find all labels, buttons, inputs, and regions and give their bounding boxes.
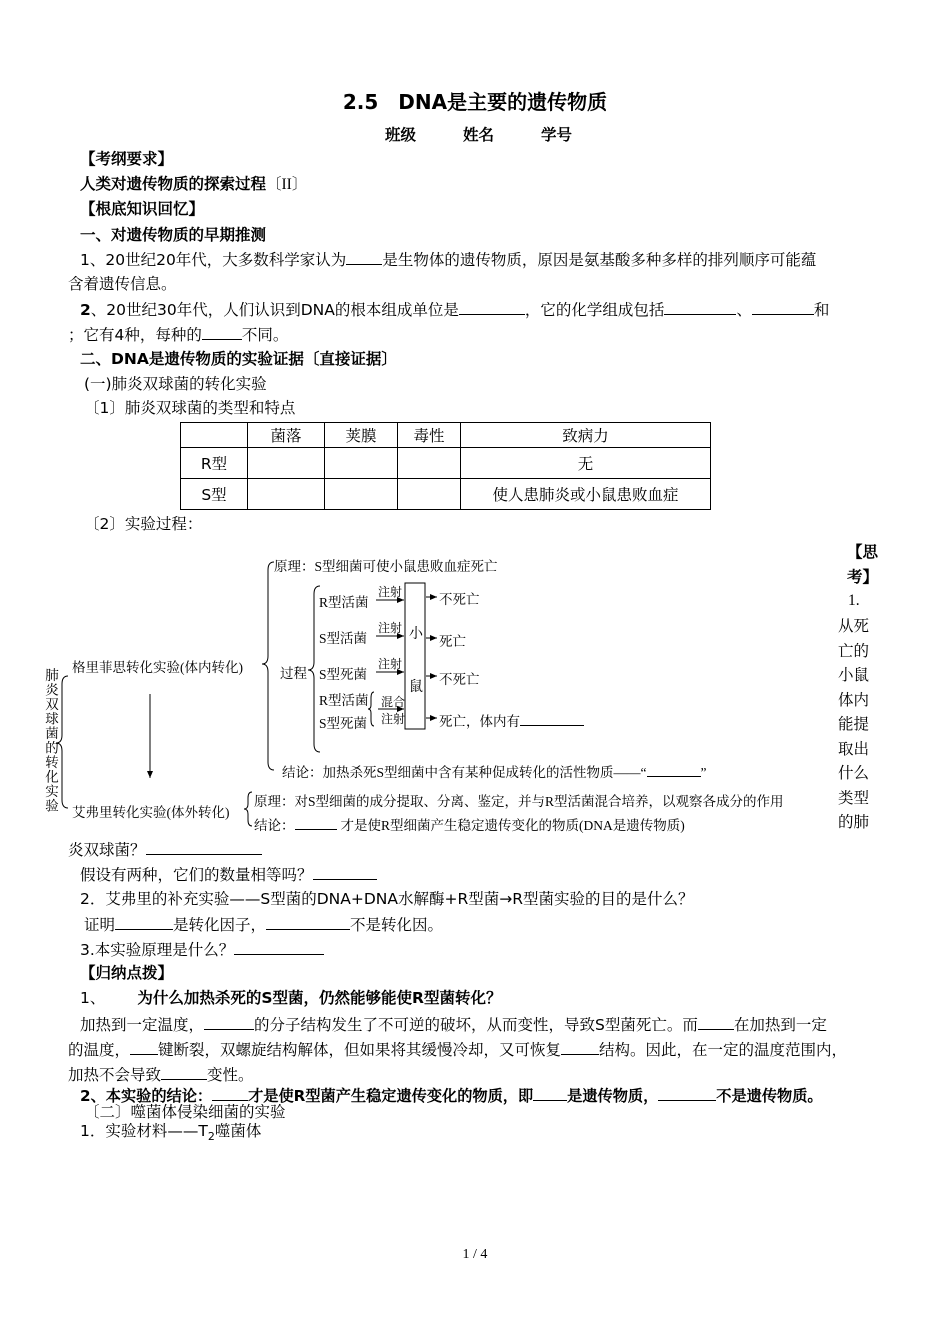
p2-blank-3[interactable]	[752, 298, 814, 315]
p2-blank-4[interactable]	[202, 323, 242, 340]
p2-blank-2[interactable]	[664, 298, 736, 315]
mouse-label-1: 小	[409, 627, 423, 642]
p2-text-d: 和	[813, 301, 830, 319]
mixed-result	[439, 710, 584, 730]
think-q3-blank[interactable]	[234, 938, 324, 955]
think-q1-blank[interactable]	[146, 838, 262, 855]
table-cell[interactable]	[398, 479, 461, 510]
s2-text-c: 是遗传物质，	[567, 1087, 659, 1105]
phage-item-1	[80, 1120, 261, 1148]
summary-s1-title	[80, 987, 501, 1009]
s1-l3-text-b: 变性。	[207, 1066, 254, 1084]
kaogang-item	[80, 173, 307, 196]
s1-l1-text-c: 在加热到一定	[733, 1016, 827, 1034]
s1-l1-text-b: 的分子结构发生了不可逆的破坏，从而变性，导致S型菌死亡。而	[254, 1016, 698, 1034]
s1-l2-text-c: 结构。因此，在一定的温度范围内，	[599, 1041, 848, 1059]
section-heading-kaogang: 【考纲要求】	[80, 150, 174, 168]
table-cell: 无	[461, 448, 711, 479]
row-left-s-dead: S型死菌	[319, 667, 368, 682]
summary-s1-question: 为什么加热杀死的S型菌，仍然能够能使R型菌转化？	[137, 989, 502, 1007]
field-name: 姓名	[463, 126, 495, 144]
s1-l3-text-a: 加热不会导致	[68, 1066, 162, 1084]
griffith-conclusion-text: 结论：加热杀死S型细菌中含有某种促成转化的活性物质——“	[282, 765, 647, 780]
table-cell: R型	[181, 448, 248, 479]
p1-text-b: 是生物体的遗传物质，原因是氨基酸多种多样的排列顺序可能蕴	[382, 251, 817, 269]
sub1-1-heading: 〔1〕肺炎双球菌的类型和特点	[84, 399, 296, 417]
mixed-left-1: R型活菌	[319, 693, 369, 708]
p2-text-c: 、	[736, 301, 752, 319]
p1-line2: 含着遗传信息。	[68, 275, 177, 293]
table-row	[181, 479, 711, 510]
think-q3-text: 3.本实验原理是什么？	[80, 941, 235, 959]
phage-item-sub: 2	[207, 1130, 215, 1144]
s2-text-b: 才是使R型菌产生稳定遗传变化的物质，即	[248, 1087, 534, 1105]
table-cell[interactable]	[248, 479, 325, 510]
field-class: 班级	[385, 126, 417, 144]
think-q1b-blank[interactable]	[313, 863, 377, 880]
avery-conclusion-text: 才是使R型细菌产生稳定遗传变化的物质(DNA是遗传物质)	[340, 818, 685, 833]
griffith-conclusion-blank[interactable]	[647, 762, 701, 777]
mixed-left-2: S型死菌	[319, 716, 368, 731]
bacteria-type-table	[180, 422, 711, 510]
griffith-label: 格里菲思转化实验(体内转化)	[72, 660, 243, 675]
phage-heading: 〔二〕噬菌体侵染细菌的实验	[84, 1103, 286, 1121]
phage-item-text-b: 噬菌体	[214, 1122, 262, 1140]
table-header-row	[181, 423, 711, 448]
sub1-2-heading: 〔2〕实验过程：	[84, 515, 203, 533]
think-q2-answer	[84, 913, 443, 936]
p2-blank-1[interactable]	[459, 298, 525, 315]
row-left-r-live: R型活菌	[319, 595, 369, 610]
table-header-cell: 菌落	[248, 423, 325, 448]
griffith-conclusion-close: ”	[700, 765, 707, 780]
think-q1b-text: 假设有两种，它们的数量相等吗？	[80, 866, 313, 884]
p1-text-a: 1、20世纪20年代，大多数科学家认为	[80, 251, 347, 269]
summary-s1-line1	[80, 1013, 827, 1036]
p2-number: 2	[80, 301, 91, 319]
diagram-vertical-label: 肺炎双球菌的转化实验	[43, 668, 58, 813]
table-header-cell: 致病力	[461, 423, 711, 448]
mixed-arrow-label-2: 注射	[381, 712, 406, 726]
page-number: 1 / 4	[462, 1247, 488, 1262]
row-arrow-label: 注射	[378, 657, 403, 671]
mixed-arrow-label-1: 混合	[381, 695, 406, 709]
p2-line2-text-a: ；它有4种，每种的	[68, 326, 202, 344]
s2-text-d: 不是遗传物质。	[716, 1087, 823, 1105]
p1-line1	[80, 248, 816, 271]
think-q2a-text-1: 证明	[84, 916, 116, 934]
table-cell: 使人患肺炎或小鼠患败血症	[461, 479, 711, 510]
s2-text-a: 2、本实验的结论：	[80, 1087, 213, 1105]
part2-heading: 二、DNA是遗传物质的实验证据〔直接证据〕	[80, 350, 397, 368]
row-arrow-label: 注射	[378, 585, 403, 599]
think-number: 1.	[848, 592, 860, 609]
table-cell[interactable]	[398, 448, 461, 479]
avery-label: 艾弗里转化实验(体外转化)	[72, 805, 230, 820]
s1-blank-2[interactable]	[698, 1013, 734, 1030]
summary-s1-number: 1、	[80, 989, 106, 1007]
row-result: 不死亡	[439, 592, 480, 607]
row-result: 死亡	[439, 634, 466, 649]
table-header-cell: 荚膜	[325, 423, 398, 448]
field-number: 学号	[541, 126, 573, 144]
phage-item-text-a: 1．实验材料——T	[80, 1122, 208, 1140]
sub1-heading: (一)肺炎双球菌的转化实验	[84, 375, 267, 393]
mouse-box	[405, 583, 425, 729]
table-row	[181, 448, 711, 479]
s1-l1-text-a: 加热到一定温度，	[80, 1016, 205, 1034]
avery-principle: 原理：对S型细菌的成分提取、分离、鉴定，并与R型活菌混合培养，以观察各成分的作用	[254, 794, 784, 809]
table-header-cell: 毒性	[398, 423, 461, 448]
mouse-label-2: 鼠	[409, 680, 423, 695]
section-heading-review: 【根底知识回忆】	[80, 200, 205, 218]
avery-conclusion	[254, 814, 685, 834]
think-q2a-blank-1[interactable]	[115, 913, 173, 930]
think-side-text: 从死亡的小鼠体内能提取出什么类型的肺	[838, 617, 870, 831]
think-q1-cont-text: 炎双球菌？	[68, 841, 146, 859]
mixed-result-blank[interactable]	[520, 711, 584, 726]
summary-s1-line2	[68, 1038, 847, 1061]
table-cell[interactable]	[325, 479, 398, 510]
table-header-cell	[181, 423, 248, 448]
row-left-s-live: S型活菌	[319, 631, 368, 646]
think-q3	[80, 938, 324, 961]
p2-text-a: 、20世纪30年代，人们认识到DNA的根本组成单位是	[90, 301, 459, 319]
kaogang-item-text: 人类对遗传物质的探索过程	[80, 175, 267, 193]
griffith-brace	[262, 562, 274, 770]
s1-blank-5[interactable]	[161, 1063, 207, 1080]
table-cell: S型	[181, 479, 248, 510]
s1-blank-4[interactable]	[561, 1038, 599, 1055]
s1-l2-text-b: 键断裂，双螺旋结构解体，但如果将其缓慢冷却，又可恢复	[158, 1041, 562, 1059]
p2-line1	[80, 298, 829, 321]
think-q2: 2．艾弗里的补充实验——S型菌的DNA+DNA水解酶+R型菌→R型菌实验的目的是什么？	[80, 890, 694, 908]
s2-blank-3[interactable]	[658, 1084, 716, 1101]
p2-line2-text-b: 不同。	[241, 326, 289, 344]
table-cell[interactable]	[248, 448, 325, 479]
think-q2a-text-3: 不是转化因。	[350, 916, 444, 934]
s1-blank-3[interactable]	[130, 1038, 158, 1055]
kaogang-item-level: 〔II〕	[266, 176, 308, 193]
summary-heading: 【归纳点拨】	[80, 964, 174, 982]
process-label: 过程	[280, 666, 307, 681]
row-result: 不死亡	[439, 672, 480, 687]
part1-heading: 一、对遗传物质的早期推测	[80, 226, 267, 244]
summary-s1-line3	[68, 1063, 254, 1086]
s2-blank-2[interactable]	[533, 1084, 567, 1101]
think-q1b	[80, 863, 377, 886]
avery-brace	[244, 792, 252, 826]
mixed-result-text: 死亡，体内有	[439, 714, 520, 729]
s1-blank-1[interactable]	[204, 1013, 254, 1030]
p2-line2	[68, 323, 288, 346]
s2-blank-1[interactable]	[212, 1084, 248, 1101]
p2-text-b: ，它的化学组成包括	[524, 301, 665, 319]
think-q2a-blank-2[interactable]	[266, 913, 350, 930]
page-title: 2.5 DNA是主要的遗传物质	[342, 90, 608, 114]
griffith-conclusion	[282, 761, 707, 781]
principle-text: 原理：S型细菌可使小鼠患败血症死亡	[274, 559, 498, 574]
avery-conclusion-label: 结论：	[254, 818, 295, 833]
think-q2a-text-2: 是转化因子，	[173, 916, 267, 934]
avery-conclusion-blank[interactable]	[295, 815, 337, 830]
row-arrow-label: 注射	[378, 621, 403, 635]
table-cell[interactable]	[325, 448, 398, 479]
think-heading: 【思考】	[846, 543, 878, 586]
think-q1-continuation	[68, 838, 262, 861]
p1-blank-1[interactable]	[346, 248, 382, 265]
s1-l2-text-a: 的温度，	[68, 1041, 131, 1059]
